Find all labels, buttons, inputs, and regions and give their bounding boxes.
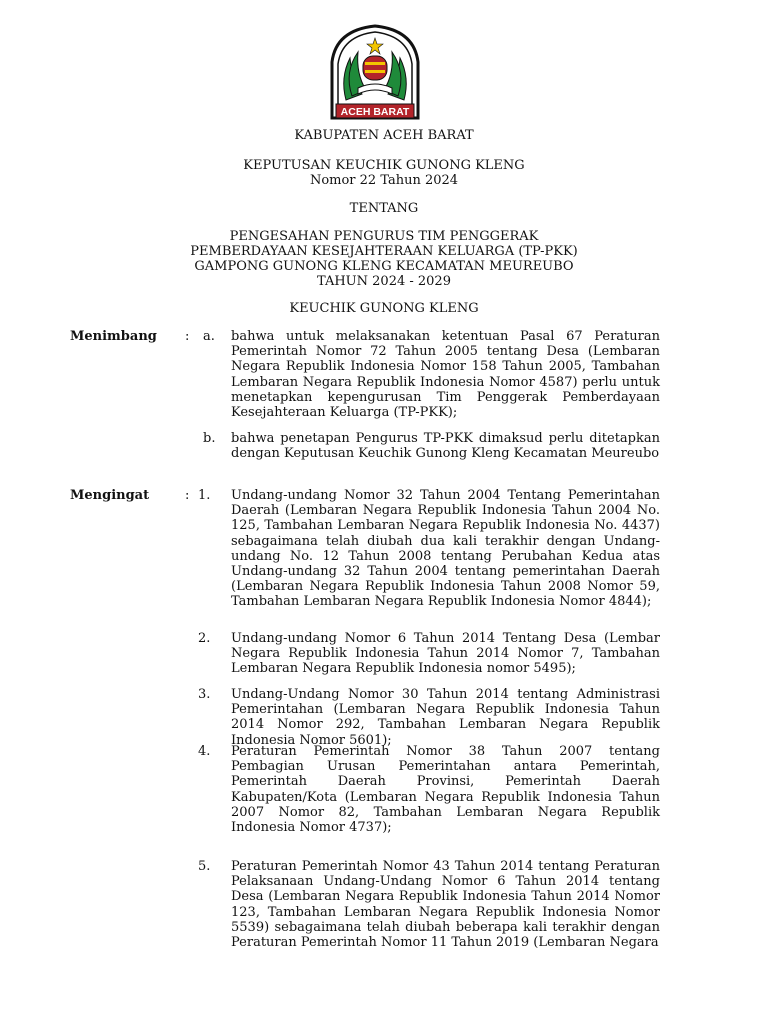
item-text: Undang-undang Nomor 32 Tahun 2004 Tentang Pemerintahan Daerah (Lembaran Negara Republik Indonesia Tahun 2004 No. 125, Tambahan Lembaran Negara Republik Indonesia No. 4437) sebagaimana telah diubah dua kali terakhir dengan Undang-undang No. 12 Tahun 2008 tentang Perubahan Kedua atas Undang-undang 32 Tahun 2004 tentang pemerintahan Daerah (Lembaran Negara Republik Indonesia Tahun 2008 Nomor 59, Tambahan Lembaran Negara Republik Indonesia Nomor 4844);	[231, 488, 660, 610]
item-marker: 5.	[198, 859, 211, 874]
item-text: Peraturan Pemerintah Nomor 38 Tahun 2007 tentang Pembagian Urusan Pemerintahan antara Pemerintah, Pemerintah Daerah Provinsi, Pemerintah Daerah Kabupaten/Kota (Lembaran Negara Republik Indonesia Tahun 2007 Nomor 82, Tambahan Lembaran Negara Republik Indonesia Nomor 4737);	[231, 744, 660, 836]
section-colon: :	[185, 329, 190, 344]
item-marker: b.	[203, 431, 216, 446]
item-marker: 2.	[198, 631, 211, 646]
item-text: bahwa untuk melaksanakan ketentuan Pasal 67 Peraturan Pemerintah Nomor 72 Tahun 2005 tentang Desa (Lembaran Negara Republik Indonesia Nomor 158 Tahun 2005, Tambahan Lembaran Negara Republik Indonesia Nomor 4587) perlu untuk menetapkan kepengurusan Tim Penggerak Pemberdayaan Kesejahteraan Keluarga (TP-PKK);	[231, 329, 660, 421]
decree-subject	[0, 229, 768, 289]
item-text: bahwa penetapan Pengurus TP-PKK dimaksud perlu ditetapkan dengan Keputusan Keuchik Gunong Kleng Kecamatan Meureubo	[231, 431, 660, 462]
item-marker: a.	[203, 329, 215, 344]
item-marker: 1.	[198, 488, 211, 503]
decree-title: KEPUTUSAN KEUCHIK GUNONG KLENG	[243, 158, 525, 173]
item-marker: 3.	[198, 687, 211, 702]
mengingat-label: Mengingat	[70, 488, 150, 503]
decree-number: Nomor 22 Tahun 2024	[309, 173, 459, 188]
menimbang-label: Menimbang	[70, 329, 157, 344]
item-marker: 4.	[198, 744, 211, 759]
item-text: Undang-Undang Nomor 30 Tahun 2014 tentang Administrasi Pemerintahan (Lembaran Negara Republik Indonesia Tahun 2014 Nomor 292, Tambahan Lembaran Negara Republik Indonesia Nomor 5601);	[231, 687, 660, 748]
section-colon: :	[185, 488, 190, 503]
subject-line: GAMPONG GUNONG KLENG KECAMATAN MEUREUBO	[194, 259, 574, 274]
about-label: TENTANG	[349, 201, 419, 216]
item-text: Peraturan Pemerintah Nomor 43 Tahun 2014 tentang Peraturan Pelaksanaan Undang-Undang Nomor 6 Tahun 2014 tentang Desa (Lembaran Negara Republik Indonesia Tahun 2014 Nomor 123, Tambahan Lembaran Negara Republik Indonesia Nomor 5539) sebagaimana telah diubah beberapa kali terakhir dengan Peraturan Pemerintah Nomor 11 Tahun 2019 (Lembaran Negara	[231, 859, 660, 951]
subject-line: TAHUN 2024 - 2029	[317, 274, 451, 289]
aceh-barat-logo	[322, 22, 428, 122]
logo-text: ACEH BARAT	[340, 106, 410, 118]
issuer-title: KEUCHIK GUNONG KLENG	[289, 301, 479, 316]
subject-line: PENGESAHAN PENGURUS TIM PENGGERAK	[229, 229, 539, 244]
item-text: Undang-undang Nomor 6 Tahun 2014 Tentang Desa (Lembar Negara Republik Indonesia Tahun 2014 Nomor 7, Tambahan Lembaran Negara Republik Indonesia nomor 5495);	[231, 631, 660, 677]
regency-name: KABUPATEN ACEH BARAT	[294, 128, 474, 143]
subject-line: PEMBERDAYAAN KESEJAHTERAAN KELUARGA (TP-PKK)	[190, 244, 578, 259]
